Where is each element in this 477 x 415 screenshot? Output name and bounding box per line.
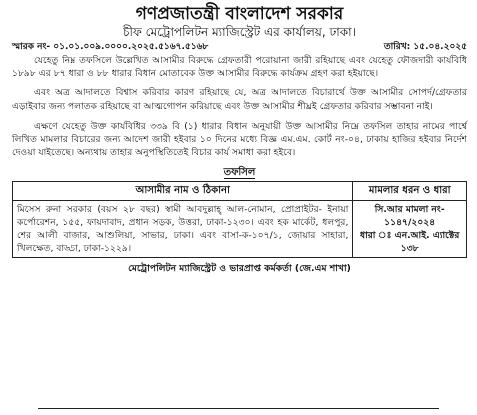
case-column-header: মামলার ধরন ও ধারা [353, 182, 467, 200]
reference-line [12, 41, 467, 53]
schedule-heading-text: তফসিল [223, 167, 256, 179]
government-title: গণপ্রজাতন্ত্রী বাংলাদেশ সরকার [135, 4, 344, 24]
office-name: চীফ মেট্রোপলিটন ম্যাজিস্ট্রেট এর কার্যালয়, ঢাকা। [123, 25, 356, 39]
memo-date: তারিখ: ১৫.০৪.২০২৫ [383, 42, 467, 52]
accused-details: মিসেস রুনা সরকার (বয়স ২৮ বছর) স্বামী আবদুল্লাহ্ আল-নোমান, প্রোপ্রাইটর- ইনায়া কর্পোরেশন, ১৫৫, ফায়দাবাদ, প্রধান সড়ক, উত্তরা, ঢাকা-১২৩০। এবং হক মার্কেট, ধলপুর, শের আলী বাজার, আশুলিয়া, সাভার, ঢাকা। এবং বাসা-ক-১০৭/১, জোয়ার সাহারা, খিলক্ষেত, বাড্ডা, ঢাকা-১২২৯। [13, 200, 353, 258]
accused-column-header: আসামীর নাম ও ঠিকানা [13, 182, 353, 200]
paragraph-order: এক্ষণে যেহেতু উক্ত কার্যবিধির ৩৩৯ বি (১) ধারার বিধান অনুযায়ী উক্ত আসামীর নিম্নে তফসিল তাহার নামের পার্শ্বে লিখিত মামলার বিচারের জন্য আদেশ জারী হইবার ১০ দিনের মধ্যে বিজ্ঞ এম.এম. কোর্ট নং-০৪, ঢাকায় হাজির হইবার নির্দেশ দেওয়া যাইতেছে। অন্যথায় তাহার অনুপস্থিতিতেই বিচার কার্য সমাধা করা হইবে। [12, 120, 467, 159]
bottom-divider [38, 408, 439, 409]
signature-line: মেট্রোপলিটন ম্যাজিস্ট্রেট ও ভারপ্রাপ্ত কর্মকর্তা (জে.এম শাখা) [128, 263, 351, 275]
schedule-heading [12, 166, 467, 179]
memo-number: স্মারক নং- ০১.০১.০০৯.০০০০.২০২৫.৫১৬৭.৫১৬৮ [12, 42, 209, 52]
paragraph-absconding: এবং অত্র আদালতে বিশ্বাস করিবার কারণ রহিয়াছে যে, অত্র আদালতে বিচারার্থে উক্ত আসামীর সোপর্দ/গ্রেফতার এড়াইবার জন্য পলাতক রহিয়াছে বা আত্মগোপন করিয়াছে এবং উক্ত আসামীর শীঘ্রই গ্রেফতার করিবার সম্ভাবনা নাই। [12, 87, 467, 112]
table-row [13, 200, 467, 258]
table-header-row [13, 182, 467, 200]
paragraph-warrant: যেহেতু নিম্ন তফসিলে উল্লেখিত আসামীর বিরুদ্ধে গ্রেফতারী পরোয়ানা জারী রহিয়াছে এবং যেহেতু ফৌজদারী কার্যবিধি ১৮৯৮ এর ৮৭ ধারা ও ৮৮ ধারার বিধান মোতাবেক উক্ত আসামীর বিরুদ্ধে কার্যক্রম গ্রহণ করা হইয়াছে। [12, 55, 467, 80]
schedule-table [12, 181, 467, 258]
case-info [353, 200, 467, 258]
case-section: ধারা ঃ এন.আই. এ্যাক্টের ১৩৮ [359, 230, 460, 255]
case-number: সি.আর মামলা নং- ১১৪৭/২০২৪ [374, 203, 445, 228]
